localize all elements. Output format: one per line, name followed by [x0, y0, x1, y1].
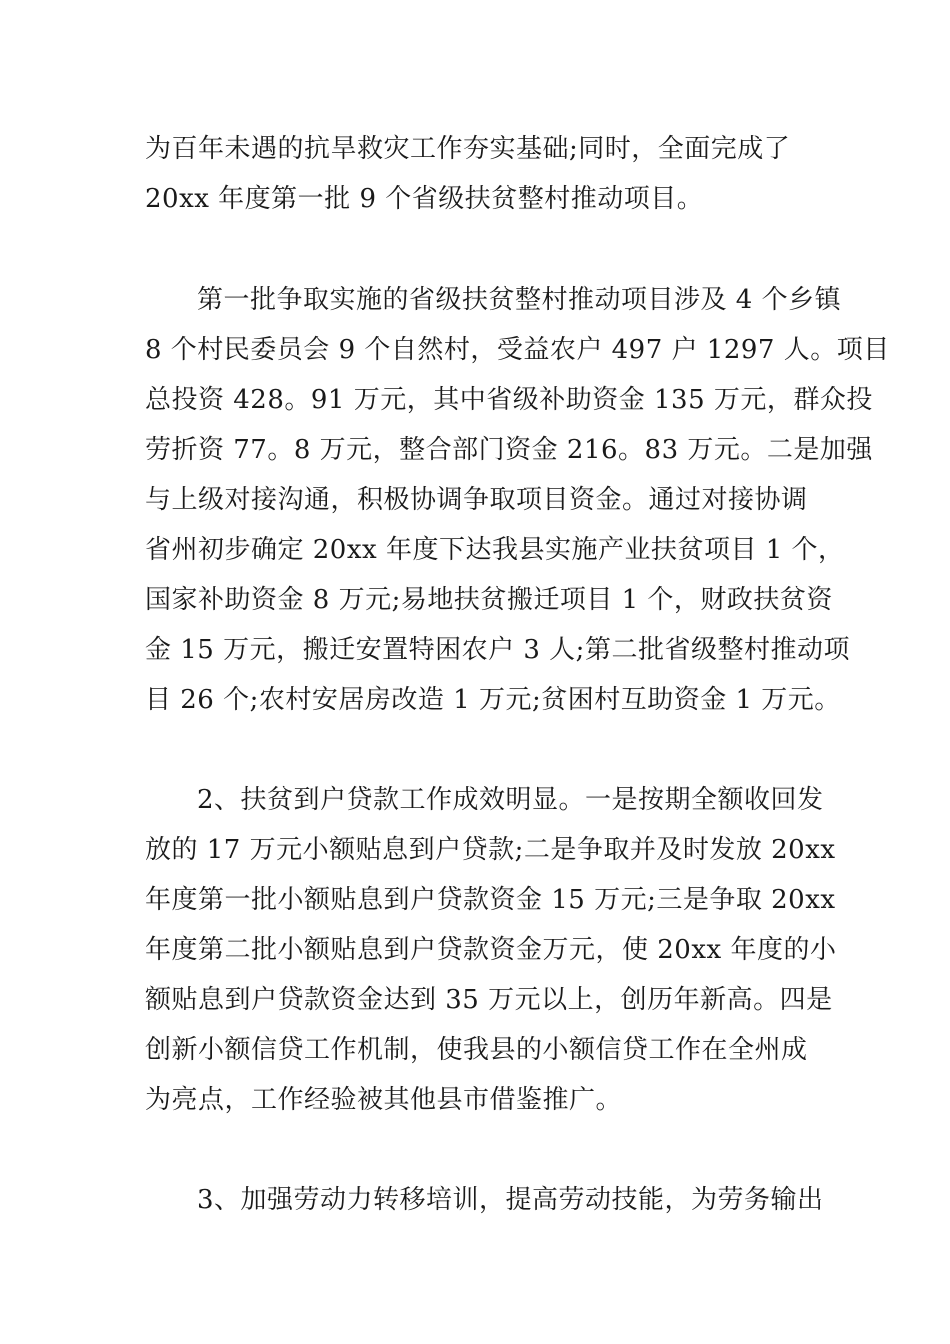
paragraph-3-line-3: 年度第一批小额贴息到户贷款资金 15 万元;三是争取 20xx — [145, 885, 836, 915]
paragraph-2-line-6: 省州初步确定 20xx 年度下达我县实施产业扶贫项目 1 个， — [145, 535, 845, 565]
paragraph-1-line-2: 20xx 年度第一批 9 个省级扶贫整村推动项目。 — [145, 184, 704, 214]
paragraph-1-line-1: 为百年未遇的抗旱救灾工作夯实基础;同时，全面完成了 — [145, 134, 791, 164]
paragraph-3-line-2: 放的 17 万元小额贴息到户贷款;二是争取并及时发放 20xx — [145, 835, 836, 865]
paragraph-2-line-9: 目 26 个;农村安居房改造 1 万元;贫困村互助资金 1 万元。 — [145, 685, 841, 715]
paragraph-2-line-5: 与上级对接沟通，积极协调争取项目资金。通过对接协调 — [145, 485, 808, 515]
paragraph-2-line-4: 劳折资 77。8 万元，整合部门资金 216。83 万元。二是加强 — [145, 435, 873, 465]
paragraph-2-line-2: 8 个村民委员会 9 个自然村，受益农户 497 户 1297 人。项目 — [145, 335, 890, 365]
paragraph-2-line-1: 第一批争取实施的省级扶贫整村推动项目涉及 4 个乡镇 — [197, 285, 842, 315]
paragraph-3-line-7: 为亮点，工作经验被其他县市借鉴推广。 — [145, 1085, 623, 1115]
paragraph-3-line-4: 年度第二批小额贴息到户贷款资金万元，使 20xx 年度的小 — [145, 935, 837, 965]
paragraph-3-line-6: 创新小额信贷工作机制，使我县的小额信贷工作在全州成 — [145, 1035, 808, 1065]
paragraph-2-line-3: 总投资 428。91 万元，其中省级补助资金 135 万元，群众投 — [145, 385, 873, 415]
paragraph-4-line-1: 3、加强劳动力转移培训，提高劳动技能，为劳务输出 — [197, 1185, 824, 1215]
paragraph-2-line-8: 金 15 万元，搬迁安置特困农户 3 人;第二批省级整村推动项 — [145, 635, 850, 665]
paragraph-2-line-7: 国家补助资金 8 万元;易地扶贫搬迁项目 1 个，财政扶贫资 — [145, 585, 833, 615]
paragraph-3-line-1: 2、扶贫到户贷款工作成效明显。一是按期全额收回发 — [197, 785, 824, 815]
paragraph-3-line-5: 额贴息到户贷款资金达到 35 万元以上，创历年新高。四是 — [145, 985, 833, 1015]
